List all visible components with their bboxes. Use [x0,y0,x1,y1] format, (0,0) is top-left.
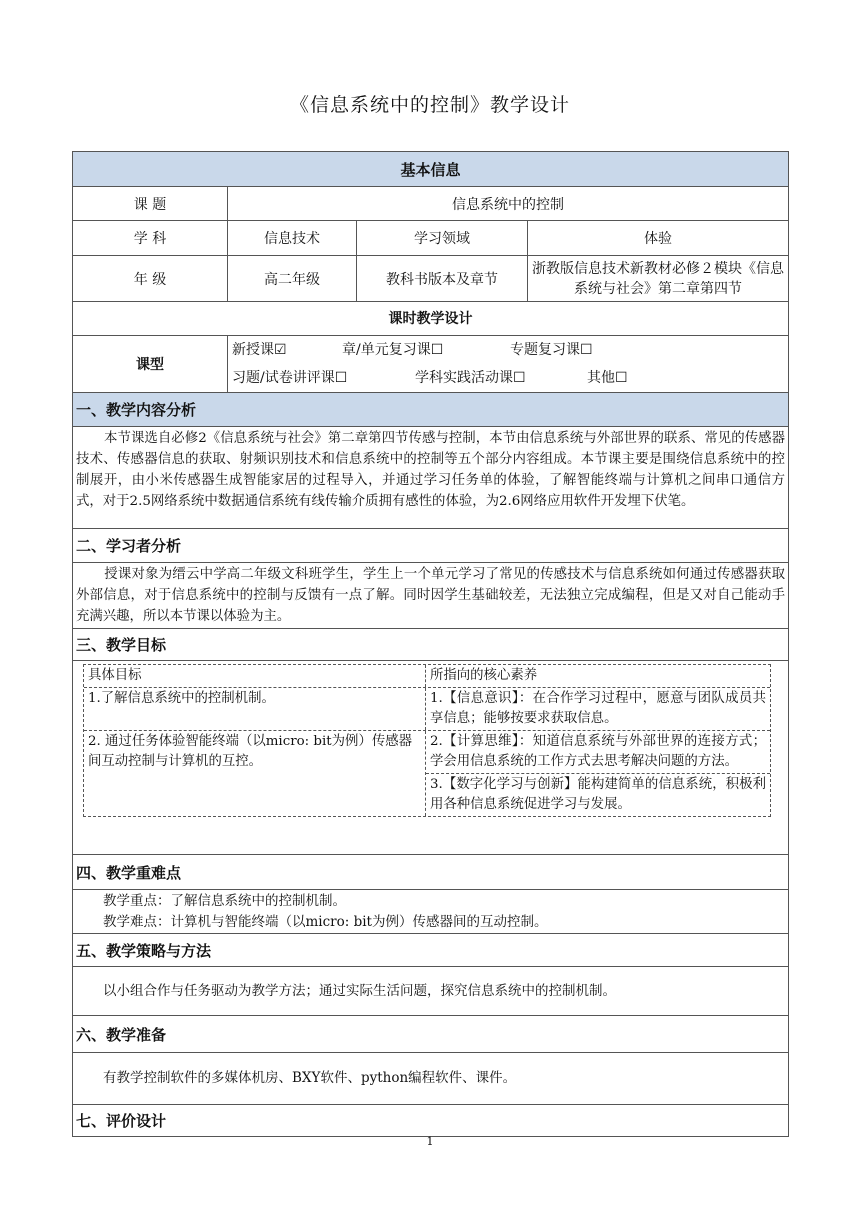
difficulty-text: 教学难点：计算机与智能终端（以micro: bit为例）传感器间的互动控制。 [103,914,548,930]
lesson-design-header-label: 课时教学设计 [388,311,473,327]
section-6-heading: 六、教学准备 [76,1025,167,1044]
subject-label: 学 科 [73,221,228,255]
objectives-row-2 [84,731,770,816]
objectives-header-row [84,665,770,688]
section-3-heading: 三、教学目标 [76,636,167,654]
grade-label: 年 级 [73,256,228,301]
textbook-value: 浙教版信息技术新教材必修２模块《信息系统与社会》第二章第四节 [532,260,784,297]
lesson-type-row [72,336,789,393]
section-7-heading: 七、评价设计 [76,1112,167,1130]
literacy-3: 3.【数字化学习与创新】能构建简单的信息系统，积极利用各种信息系统促进学习与发展。 [430,777,766,812]
section-evaluation-title [72,1105,789,1137]
topic-label: 课 题 [73,187,228,220]
objectives-col-goal: 具体目标 [84,665,426,687]
section-preparation-body [72,1053,789,1105]
type-option-new: 新授课☑ [232,342,287,358]
section-objectives-title [72,629,789,661]
grade-value: 高二年级 [228,256,357,301]
type-option-unit-review: 章/单元复习课☐ [342,342,444,358]
type-option-practice: 学科实践活动课☐ [415,370,526,386]
section-methods-title [72,934,789,967]
type-option-topic-review: 专题复习课☐ [510,342,593,358]
section-content-analysis-title [72,393,789,427]
learner-analysis-text: 授课对象为缙云中学高二年级文科班学生，学生上一个单元学习了常见的传感技术与信息系统如何通过传感器获取外部信息，对于信息系统中的控制与反馈有一点了解。同时因学生基础较差，无法独立完成编程，但是又对自己能动手充满兴趣，所以本节课以体验为主。 [76,567,785,624]
key-point-text: 教学重点：了解信息系统中的控制机制。 [103,893,346,909]
type-option-exercise: 习题/试卷讲评课☐ [232,370,348,386]
methods-text: 以小组合作与任务驱动为教学方法；通过实际生活问题，探究信息系统中的控制机制。 [103,982,616,999]
lesson-plan-table [72,151,789,1137]
literacy-2: 2.【计算思维】：知道信息系统与外部世界的连接方式；学会用信息系统的工作方式去思考解决问题的方法。 [426,731,770,774]
lesson-design-header [72,302,789,336]
document-title: 《信息系统中的控制》教学设计 [289,94,570,116]
section-1-heading: 一、教学内容分析 [76,401,197,419]
section-keypoints-title [72,855,789,890]
lesson-type-options [228,336,788,392]
lesson-type-label: 课型 [73,336,228,392]
goal-2: 2. 通过任务体验智能终端（以micro: bit为例）传感器间互动控制与计算机的互控。 [84,731,426,816]
section-objectives-body [72,661,789,855]
objectives-row-1 [84,688,770,731]
subject-row [72,221,789,256]
field-value: 体验 [644,231,672,247]
section-content-analysis-body [72,427,789,529]
section-4-heading: 四、教学重难点 [76,863,182,882]
textbook-label: 教科书版本及章节 [357,256,528,301]
content-analysis-text: 本节课选自必修2《信息系统与社会》第二章第四节传感与控制，本节由信息系统与外部世界的联系、常见的传感器技术、传感器信息的获取、射频识别技术和信息系统中的控制等五个部分内容组成。本节课主要是围绕信息系统中的控制展开，由小米传感器生成智能家居的过程导入，并通过学习任务单的体验，了解智能终端与计算机之间串口通信方式，对于2.5网络系统中数据通信系统有线传输介质拥有感性的体验，为2.6网络应用软件开发埋下伏笔。 [76,431,785,509]
section-2-heading: 二、学习者分析 [76,537,182,555]
section-learner-analysis-body [72,563,789,629]
grade-row [72,256,789,302]
section-keypoints-body [72,890,789,934]
page-number: 1 [426,1135,434,1148]
section-methods-body [72,967,789,1016]
basic-info-header-label: 基本信息 [400,161,461,179]
section-learner-analysis-title [72,529,789,563]
preparation-text: 有教学控制软件的多媒体机房、BXY软件、python编程软件、课件。 [103,1070,517,1086]
subject-value: 信息技术 [228,221,357,255]
topic-value: 信息系统中的控制 [452,196,564,213]
objectives-col-literacy: 所指向的核心素养 [430,668,538,683]
type-option-other: 其他☐ [587,370,628,386]
goal-1: 1.了解信息系统中的控制机制。 [84,688,426,730]
section-5-heading: 五、教学策略与方法 [76,941,212,960]
topic-row [72,187,789,221]
objectives-table [83,664,771,817]
basic-info-header [72,151,789,187]
field-label: 学习领域 [357,221,528,255]
section-preparation-title [72,1016,789,1053]
literacy-1: 1.【信息意识】：在合作学习过程中，愿意与团队成员共享信息；能够按要求获取信息。 [430,691,766,726]
